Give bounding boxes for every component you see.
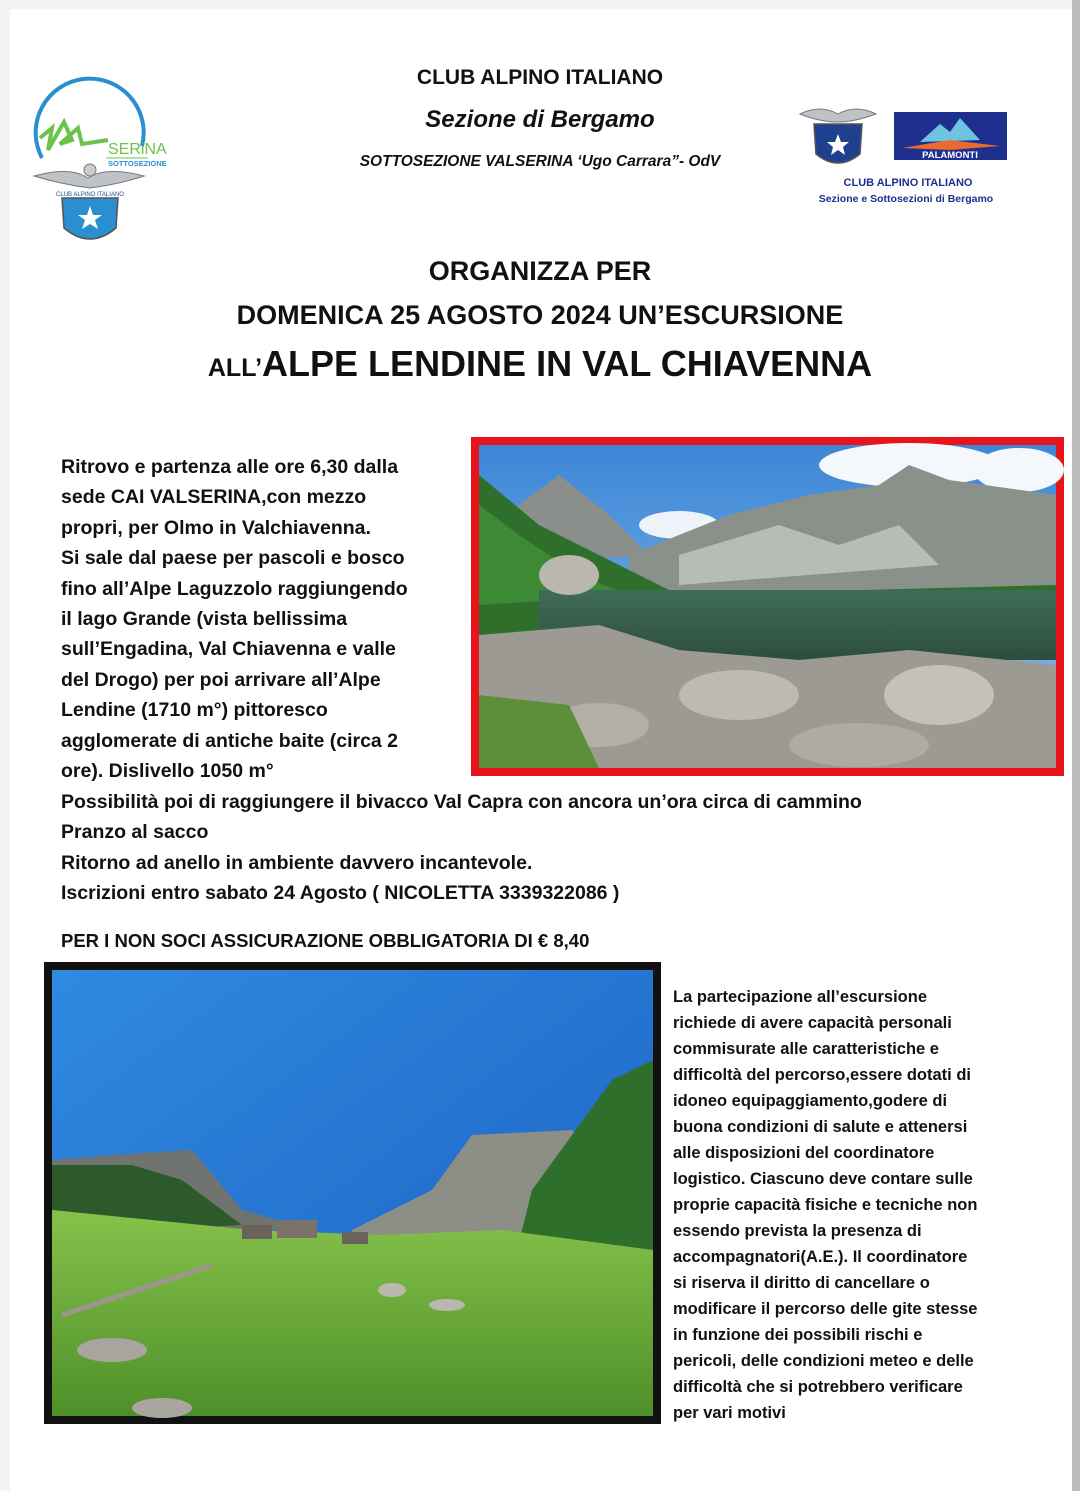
disclaimer-line: difficoltà che si potrebbero verificare xyxy=(673,1378,963,1396)
title-prefix: ALL’ xyxy=(207,354,263,382)
scrollbar-track[interactable] xyxy=(1072,0,1080,1491)
title-line-1: ORGANIZZA PER xyxy=(428,256,652,286)
description xyxy=(61,452,461,786)
description-line: Si sale dal paese per pascoli e bosco xyxy=(61,547,405,570)
disclaimer-line: La partecipazione all’escursione xyxy=(673,988,928,1006)
disclaimer-line: idoneo equipaggiamento,godere di xyxy=(673,1092,948,1110)
disclaimer-line: essendo prevista la presenza di xyxy=(673,1222,922,1240)
details-line: Pranzo al sacco xyxy=(61,821,209,844)
header-subsection: SOTTOSEZIONE VALSERINA ‘Ugo Carrara”- OdV xyxy=(359,153,721,170)
title-destination: ALPE LENDINE IN VAL CHIAVENNA xyxy=(262,343,873,384)
logo-serina-text: SERiNA xyxy=(108,141,167,158)
disclaimer-line: logistico. Ciascuno deve contare sulle xyxy=(673,1170,973,1188)
disclaimer-line: accompagnatori(A.E.). Il coordinatore xyxy=(673,1248,968,1266)
description-line: propri, per Olmo in Valchiavenna. xyxy=(61,516,371,539)
description-line: del Drogo) per poi arrivare all’Alpe xyxy=(61,668,381,691)
logo-shield-text: CLUB ALPINO ITALIANO xyxy=(56,192,124,198)
details-line: Possibilità poi di raggiungere il bivacco Val Capra con ancora un’ora circa di cammino xyxy=(61,791,862,813)
valserina-cai-logo xyxy=(30,88,167,258)
description-line: fino all’Alpe Laguzzolo raggiungendo xyxy=(61,577,408,600)
meadow-photo xyxy=(44,962,661,1424)
cai-palamonti-logo xyxy=(790,102,1020,214)
description-line: ore). Dislivello 1050 m° xyxy=(61,760,274,783)
disclaimer-line: in funzione dei possibili rischi e xyxy=(673,1326,923,1344)
description-line: il lago Grande (vista bellissima xyxy=(61,608,348,631)
logo-sottosezione-text: SOTTOSEZIONE xyxy=(108,159,167,168)
title-line-2: DOMENICA 25 AGOSTO 2024 UN’ESCURSIONE xyxy=(236,300,844,330)
disclaimer xyxy=(673,984,1013,1426)
disclaimer-line: buona condizioni di salute e attenersi xyxy=(673,1118,968,1136)
disclaimer-line: pericoli, delle condizioni meteo e delle xyxy=(673,1352,974,1370)
details-line: Ritorno ad anello in ambiente davvero incantevole. xyxy=(61,851,533,874)
description-line: Ritrovo e partenza alle ore 6,30 dalla xyxy=(61,456,399,478)
disclaimer-line: si riserva il diritto di cancellare o xyxy=(673,1274,930,1292)
description-line: sede CAI VALSERINA,con mezzo xyxy=(61,486,367,509)
logo-bergamo-line: Sezione e Sottosezioni di Bergamo xyxy=(818,193,994,205)
title-line-3 xyxy=(100,343,980,385)
palamonti-brand: PALAMONTI xyxy=(922,150,978,161)
disclaimer-line: difficoltà del percorso,essere dotati di xyxy=(673,1066,971,1084)
details-line: Iscrizioni entro sabato 24 Agosto ( NICOLETTA 3339322086 ) xyxy=(61,882,620,905)
header-section: Sezione di Bergamo xyxy=(425,106,655,133)
disclaimer-line: per vari motivi xyxy=(673,1404,786,1422)
disclaimer-line: richiede di avere capacità personali xyxy=(673,1014,952,1032)
disclaimer-line: commisurate alle caratteristiche e xyxy=(673,1040,939,1058)
description-line: sull’Engadina, Val Chiavenna e valle xyxy=(61,638,396,661)
disclaimer-line: proprie capacità fisiche e tecniche non xyxy=(673,1196,978,1214)
disclaimer-line: alle disposizioni del coordinatore xyxy=(673,1144,935,1162)
header-org: CLUB ALPINO ITALIANO xyxy=(416,66,664,89)
logo-cai-line: CLUB ALPINO ITALIANO xyxy=(843,177,973,189)
insurance-notice: PER I NON SOCI ASSICURAZIONE OBBLIGATORIA DI € 8,40 xyxy=(61,930,590,951)
description-line: Lendine (1710 m°) pittoresco xyxy=(61,699,328,722)
description-line: agglomerate di antiche baite (circa 2 xyxy=(61,729,399,752)
details xyxy=(61,787,1001,909)
lake-photo xyxy=(471,437,1064,776)
disclaimer-line: modificare il percorso delle gite stesse xyxy=(673,1300,978,1318)
